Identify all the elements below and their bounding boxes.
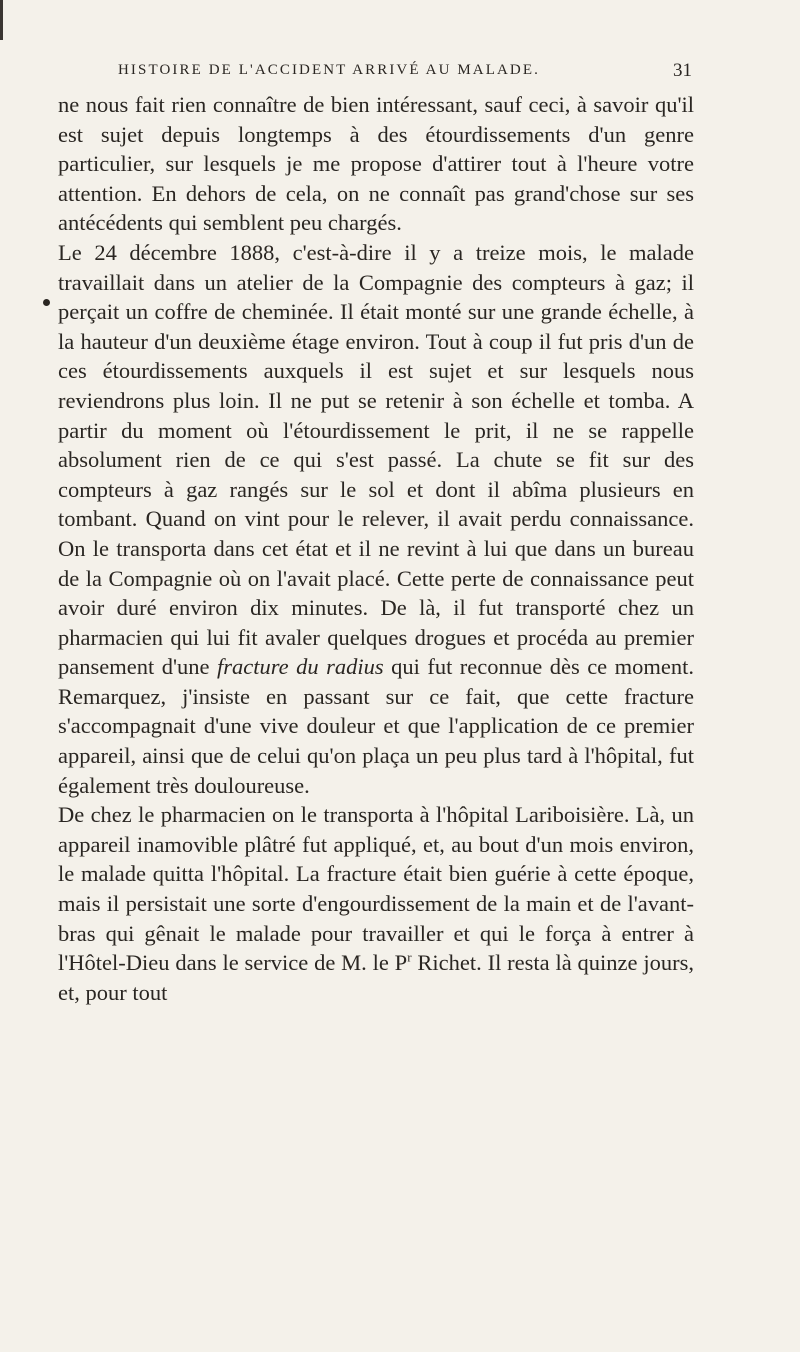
paragraph-2-part-2: qui fut reconnue dès ce moment. Remarquez, j'insiste en passant sur ce fait, que cette fracture s'accompagnait d'une vive douleur et que l'application de ce premier appareil, ainsi que de celui qu'on plaça un peu plus tard à l'hôpital, fut également très douloureuse. xyxy=(58,654,695,798)
paragraph-3 xyxy=(58,800,694,1007)
page-number: 31 xyxy=(673,60,692,81)
paragraph-2 xyxy=(58,238,694,800)
paragraph-3-part-2: Richet. Il resta là quinze jours, et, pour tout xyxy=(58,950,694,1005)
body-text xyxy=(58,90,694,1007)
italic-term: fracture du radius xyxy=(216,654,384,680)
superscript: r xyxy=(407,949,412,965)
paragraph-1: ne nous fait rien connaître de bien intéressant, sauf ceci, à savoir qu'il est sujet depuis longtemps à des étourdissements d'un genre particulier, sur lesquels je me propose d'attirer tout à l'heure votre attention. En dehors de cela, on ne connaît pas grand'chose sur ses antécédents qui semblent peu chargés. xyxy=(58,92,694,236)
paragraph-3-part-1: De chez le pharmacien on le transporta à l'hôpital Lariboisière. Là, un appareil inamovible plâtré fut appliqué, et, au bout d'un mois environ, le malade quitta l'hôpital. La fracture était bien guérie à cette époque, mais il persistait une sorte d'engourdissement de la main et de l'avant-bras qui gênait le malade pour travailler et qui le força à entrer à l'Hôtel-Dieu dans le service de M. le P xyxy=(58,802,694,976)
page-edge-line xyxy=(0,0,3,40)
margin-mark xyxy=(43,299,50,306)
running-title: HISTOIRE DE L'ACCIDENT ARRIVÉ AU MALADE. xyxy=(118,62,540,78)
running-head xyxy=(118,62,692,88)
paragraph-2-part-1: Le 24 décembre 1888, c'est-à-dire il y a treize mois, le malade travaillait dans un atelier de la Compagnie des compteurs à gaz; il perçait un coffre de cheminée. Il était monté sur une grande échelle, à la hauteur d'un deuxième étage environ. Tout à coup il fut pris d'un de ces étourdissements auxquels il est sujet et sur lesquels nous reviendrons plus loin. Il ne put se retenir à son échelle et tomba. A partir du moment où l'étourdissement le prit, il ne se rappelle absolument rien de ce qui s'est passé. La chute se fit sur des compteurs à gaz rangés sur le sol et dont il abîma plusieurs en tombant. Quand on vint pour le relever, il avait perdu connaissance. On le transporta dans cet état et il ne revint à lui que dans un bureau de la Compagnie où on l'avait placé. Cette perte de connaissance peut avoir duré environ dix minutes. De là, il fut transporté chez un pharmacien qui lui fit avaler quelques drogues et procéda au premier pansement d'une xyxy=(58,239,694,680)
